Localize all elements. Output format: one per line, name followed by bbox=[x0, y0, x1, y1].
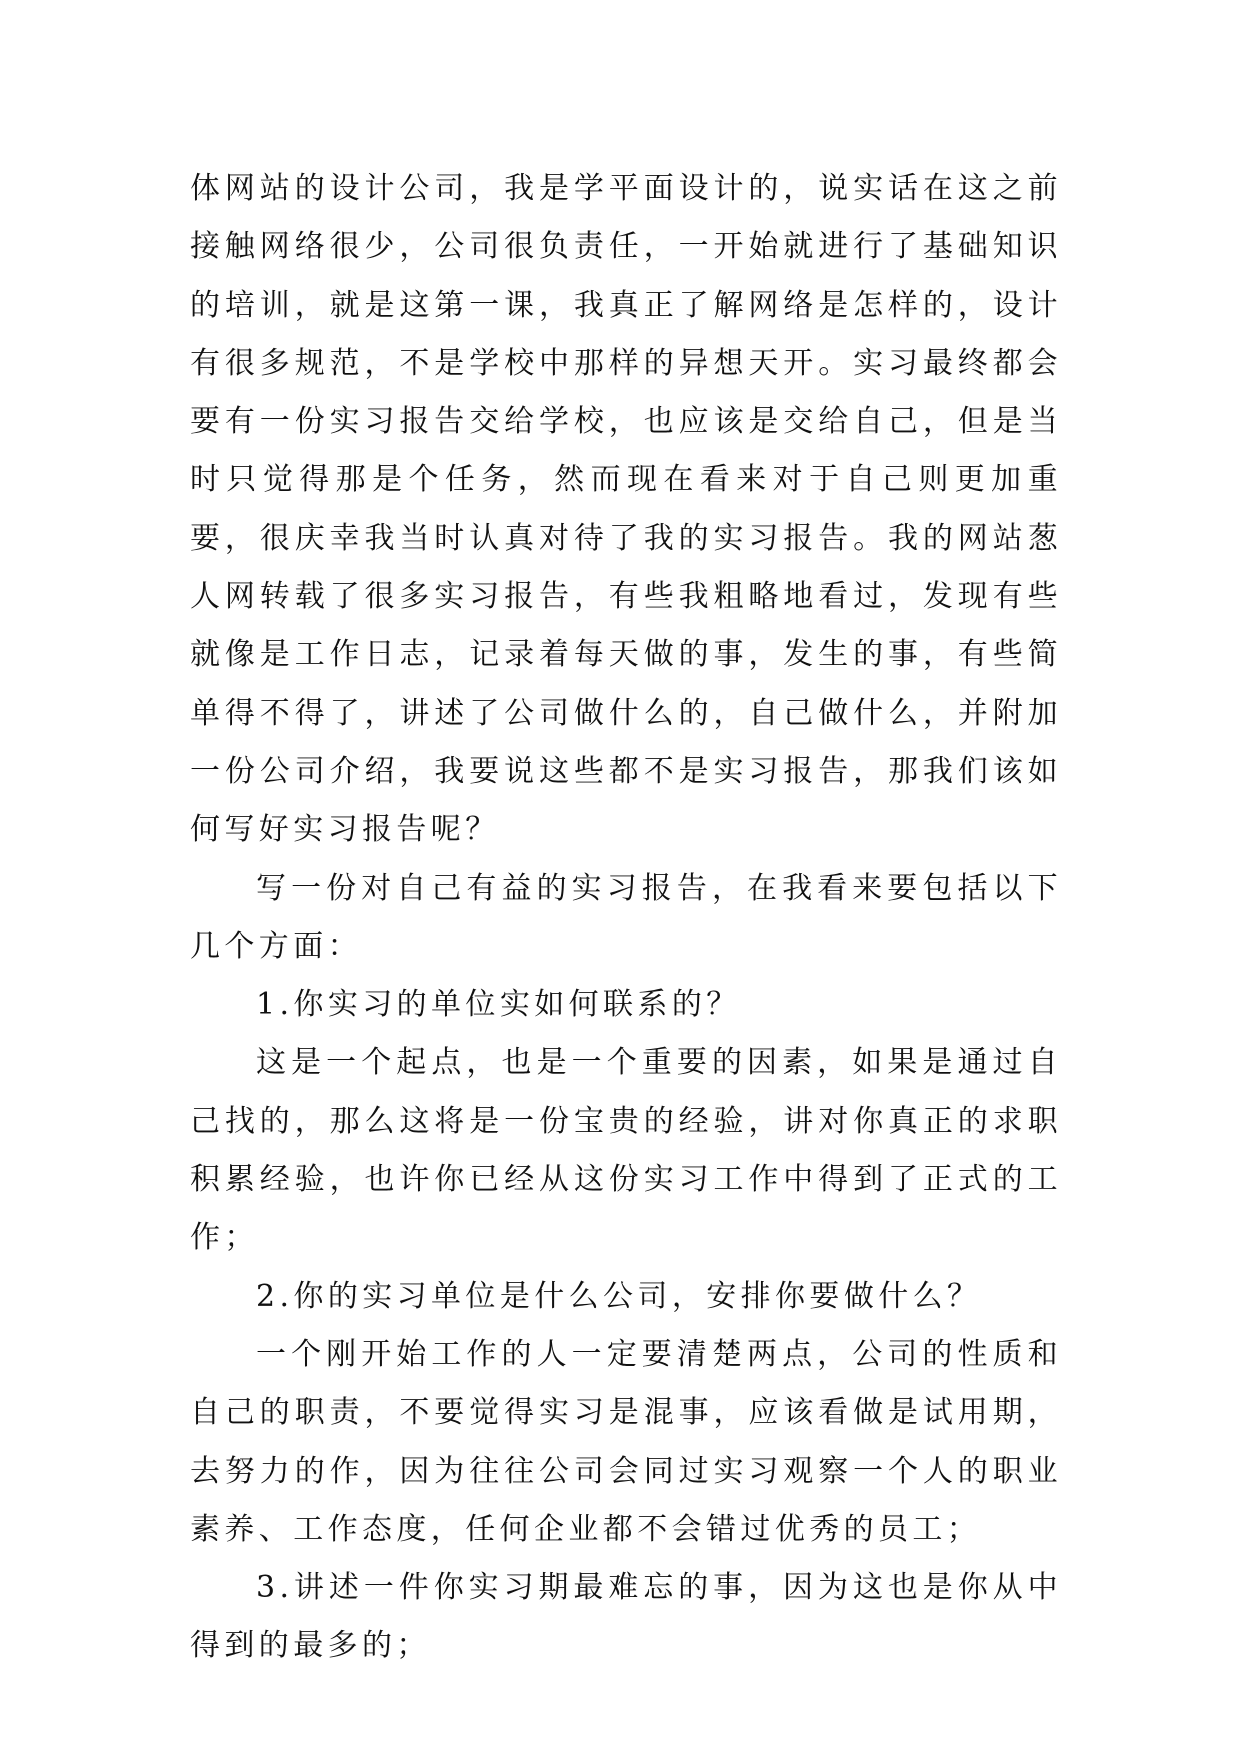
document-body bbox=[190, 160, 1062, 1676]
paragraph-4: 一个刚开始工作的人一定要清楚两点，公司的性质和自己的职责，不要觉得实习是混事，应该看做是试用期，去努力的作，因为往往公司会同过实习观察一个人的职业素养、工作态度，任何企业都不会错过优秀的员工； bbox=[190, 1336, 1062, 1547]
paragraph-1: 体网站的设计公司，我是学平面设计的，说实话在这之前接触网络很少，公司很负责任，一开始就进行了基础知识的培训，就是这第一课，我真正了解网络是怎样的，设计有很多规范，不是学校中那样的异想天开。实习最终都会要有一份实习报告交给学校，也应该是交给自己，但是当时只觉得那是个任务，然而现在看来对于自己则更加重要，很庆幸我当时认真对待了我的实习报告。我的网站葱人网转载了很多实习报告，有些我粗略地看过，发现有些就像是工作日志，记录着每天做的事，发生的事，有些简单得不得了，讲述了公司做什么的，自己做什么，并附加一份公司介绍，我要说这些都不是实习报告，那我们该如何写好实习报告呢？ bbox=[190, 171, 1062, 848]
paragraph-2: 写一份对自己有益的实习报告，在我看来要包括以下几个方面： bbox=[190, 870, 1062, 964]
list-heading-2: 2.你的实习单位是什么公司，安排你要做什么？ bbox=[256, 1278, 982, 1314]
paragraph-3: 这是一个起点，也是一个重要的因素，如果是通过自己找的，那么这将是一份宝贵的经验，讲对你真正的求职积累经验，也许你已经从这份实习工作中得到了正式的工作； bbox=[190, 1045, 1062, 1256]
list-heading-1: 1.你实习的单位实如何联系的？ bbox=[256, 987, 741, 1023]
list-heading-3: 3.讲述一件你实习期最难忘的事，因为这也是你从中得到的最多的； bbox=[190, 1570, 1062, 1664]
